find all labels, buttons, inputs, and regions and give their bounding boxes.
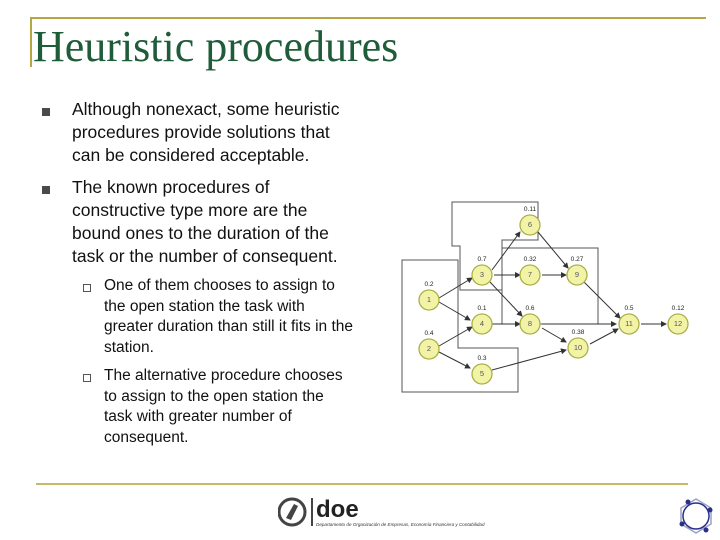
subbullet-line: greater duration than still it fits in the [104, 318, 353, 335]
bullet-marker [42, 186, 50, 194]
svg-text:10: 10 [573, 342, 583, 352]
task-node [520, 215, 540, 235]
svg-text:11: 11 [625, 318, 633, 328]
task-weight: 0.4 [424, 330, 434, 337]
bullet-line: procedures provide solutions that [72, 122, 330, 142]
precedence-arrow [542, 328, 566, 342]
task-node [568, 338, 588, 358]
station-outline [502, 248, 598, 324]
svg-text:12: 12 [673, 318, 683, 328]
task-node [520, 314, 540, 334]
svg-text:4: 4 [479, 318, 485, 328]
task-weight: 0.5 [624, 305, 634, 312]
task-weight: 0.12 [671, 305, 685, 312]
task-node [419, 290, 439, 310]
task-weight: 0.2 [424, 281, 434, 288]
svg-text:9: 9 [574, 269, 580, 279]
subbullet-line: consequent. [104, 428, 189, 446]
slide-title: Heuristic procedures [33, 22, 399, 71]
precedence-diagram [400, 198, 700, 408]
bullet-text [72, 176, 338, 268]
subbullet-text [104, 276, 353, 358]
precedence-arrow [584, 282, 620, 318]
subbullet-line: the open station the task with [104, 297, 305, 315]
subbullet-line: The alternative procedure chooses [104, 367, 343, 384]
task-node [419, 339, 439, 359]
task-node [520, 265, 540, 285]
subbullet-line: One of them chooses to assign to [104, 277, 335, 294]
task-weight: 0.32 [523, 256, 537, 263]
task-node [472, 364, 492, 384]
title-rule [30, 17, 706, 19]
logo-subtext: Departamento de Organización de Empresas, Economía Financiera y Contabilidad [316, 522, 485, 527]
bullet-line: The known procedures of [72, 177, 270, 197]
precedence-arrow [439, 327, 472, 346]
subbullet-line: station. [104, 338, 154, 356]
task-node [472, 265, 492, 285]
task-node [668, 314, 688, 334]
precedence-arrow [439, 302, 470, 320]
svg-text:8: 8 [527, 318, 533, 328]
svg-text:7: 7 [527, 269, 533, 279]
precedence-arrow [439, 352, 470, 368]
svg-text:3: 3 [479, 269, 485, 279]
task-weight: 0.6 [525, 305, 535, 312]
task-weight: 0.7 [477, 256, 487, 263]
precedence-arrow [492, 232, 520, 270]
bullet-line: bound ones to the duration of the [72, 223, 329, 243]
bullet-line: Although nonexact, some heuristic [72, 99, 340, 119]
svg-text:2: 2 [426, 343, 432, 353]
precedence-arrow [490, 282, 522, 316]
task-node [567, 265, 587, 285]
svg-text:6: 6 [527, 219, 533, 229]
task-weight: 0.11 [523, 206, 537, 213]
task-weight: 0.3 [477, 355, 487, 362]
task-node [619, 314, 639, 334]
task-weight: 0.38 [571, 329, 585, 336]
footer-rule [36, 483, 688, 485]
svg-text:5: 5 [479, 368, 485, 378]
bullet-text [72, 98, 340, 167]
bullet-line: can be considered acceptable. [72, 145, 310, 165]
title-rule-vertical [30, 17, 32, 67]
precedence-arrow [590, 329, 618, 344]
bullet-line: constructive type more are the [72, 200, 308, 220]
task-weight: 0.27 [570, 256, 584, 263]
task-node [472, 314, 492, 334]
subbullet-marker [83, 284, 91, 292]
task-weight: 0.1 [477, 305, 487, 312]
corner-ornament-icon [676, 496, 716, 536]
precedence-arrow [439, 278, 472, 298]
bullet-marker [42, 108, 50, 116]
subbullet-line: task with greater number of [104, 408, 292, 425]
doe-logo [278, 494, 528, 530]
logo-text: doe [316, 496, 359, 523]
svg-text:1: 1 [426, 294, 432, 304]
subbullet-line: to assign to the open station the [104, 387, 324, 405]
precedence-arrow [492, 350, 566, 370]
precedence-arrow [538, 232, 568, 268]
subbullet-marker [83, 374, 91, 382]
subbullet-text [104, 366, 343, 448]
bullet-line: task or the number of consequent. [72, 246, 338, 266]
